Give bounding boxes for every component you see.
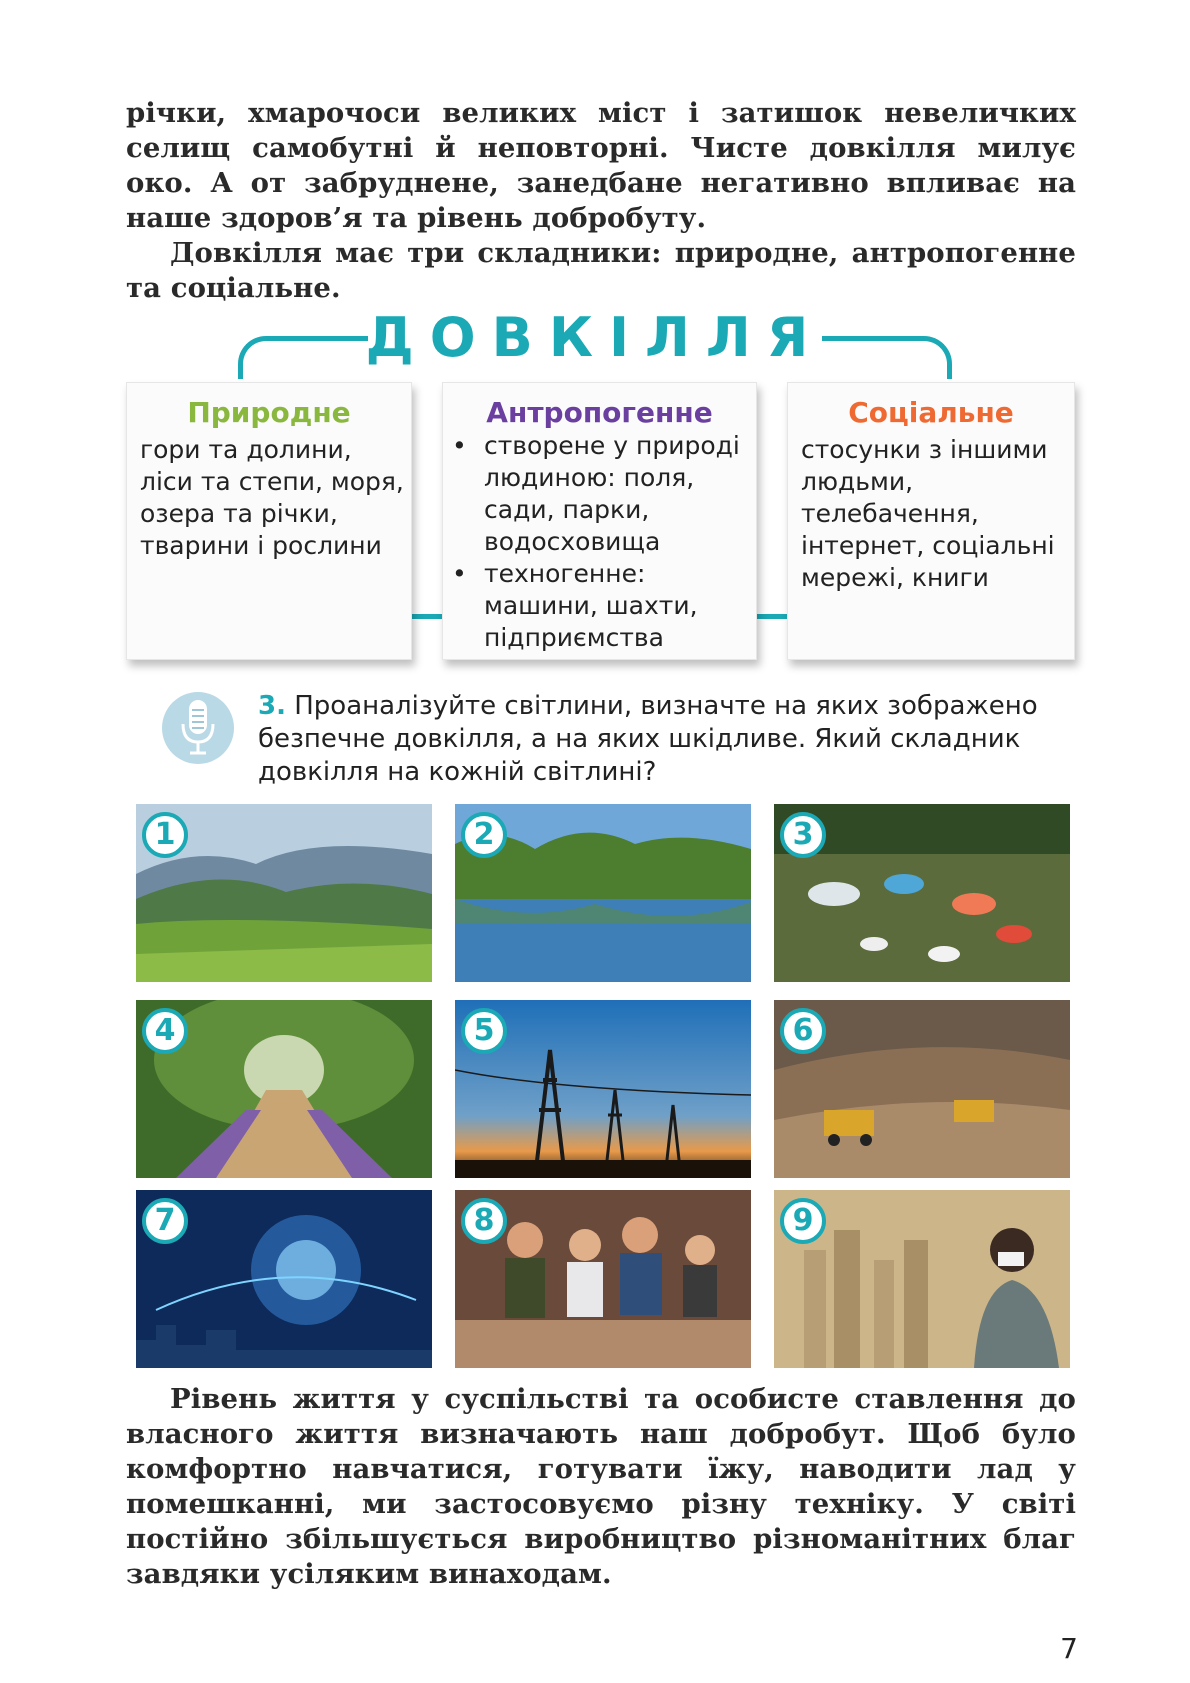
photo-7-digital-network: [136, 1190, 432, 1368]
photo-8-friends: [455, 1190, 751, 1368]
photo-number-badge: 9: [780, 1198, 826, 1244]
photo-2-lake: [455, 804, 751, 982]
card-social: [787, 382, 1075, 660]
list-item: • створене у природі людиною: поля, сади, парки, водосховища: [442, 430, 757, 558]
photo-9-smog: [774, 1190, 1070, 1368]
intro-paragraph: річки, хмарочоси великих міст і затишок невеличких селищ самобутні й неповторні. Чисте довкілля милує око. А от забруднене, занедбане негативно впливає на наше здоров’я та рівень добробуту.: [126, 97, 1076, 234]
photo-number-badge: 3: [780, 812, 826, 858]
connector-bottom-right: [757, 614, 787, 619]
photo-number-badge: 4: [142, 1008, 188, 1054]
components-paragraph: Довкілля має три складники: природне, антропогенне та соціальне.: [126, 237, 1076, 304]
diagram-title: ДОВКІЛЛЯ: [365, 306, 825, 369]
photo-number-badge: 8: [461, 1198, 507, 1244]
task-instruction: Проаналізуйте світлини, визначте на яких зображено безпечне довкілля, а на яких шкідливе. Який складник довкілля на кожній світлині?: [258, 691, 1038, 787]
card-anthropogenic: [442, 382, 757, 660]
wellbeing-paragraph: Рівень життя у суспільстві та особисте ставлення до власного життя визначають наш добробут. Щоб було комфортно навчатися, готувати їжу, наводити лад у помешканні, ми застосовуємо різну техніку. У світі постійно збільшується виробництво різноманітних благ завдяки усіляким винаходам.: [126, 1383, 1076, 1590]
card-social-text: стосунки з іншими людьми, телебачення, інтернет, соціальні мережі, книги: [801, 435, 1055, 592]
list-item: • техногенне: машини, шахти, підприємства: [442, 558, 757, 654]
card-natural: [126, 382, 412, 660]
connector-bottom-left: [412, 614, 442, 619]
microphone-icon: [162, 692, 234, 764]
card-social-heading: Соціальне: [848, 396, 1014, 429]
photo-number-badge: 7: [142, 1198, 188, 1244]
photo-number-badge: 1: [142, 812, 188, 858]
photo-4-garden-path: [136, 1000, 432, 1178]
task-number: 3.: [258, 691, 286, 721]
photo-number-badge: 5: [461, 1008, 507, 1054]
photo-5-power-lines: [455, 1000, 751, 1178]
photo-3-litter: [774, 804, 1070, 982]
card-natural-text: гори та долини, ліси та степи, моря, озера та річки, тварини і рослини: [140, 435, 404, 560]
card-anthropogenic-heading: Антропогенне: [486, 396, 713, 429]
photo-6-quarry: [774, 1000, 1070, 1178]
card-natural-heading: Природне: [187, 396, 351, 429]
photo-number-badge: 6: [780, 1008, 826, 1054]
photo-number-badge: 2: [461, 812, 507, 858]
page-number: 7: [1060, 1632, 1078, 1665]
task-text: [258, 690, 1078, 789]
photo-1-mountains: [136, 804, 432, 982]
card-anthropogenic-list: [442, 430, 757, 654]
